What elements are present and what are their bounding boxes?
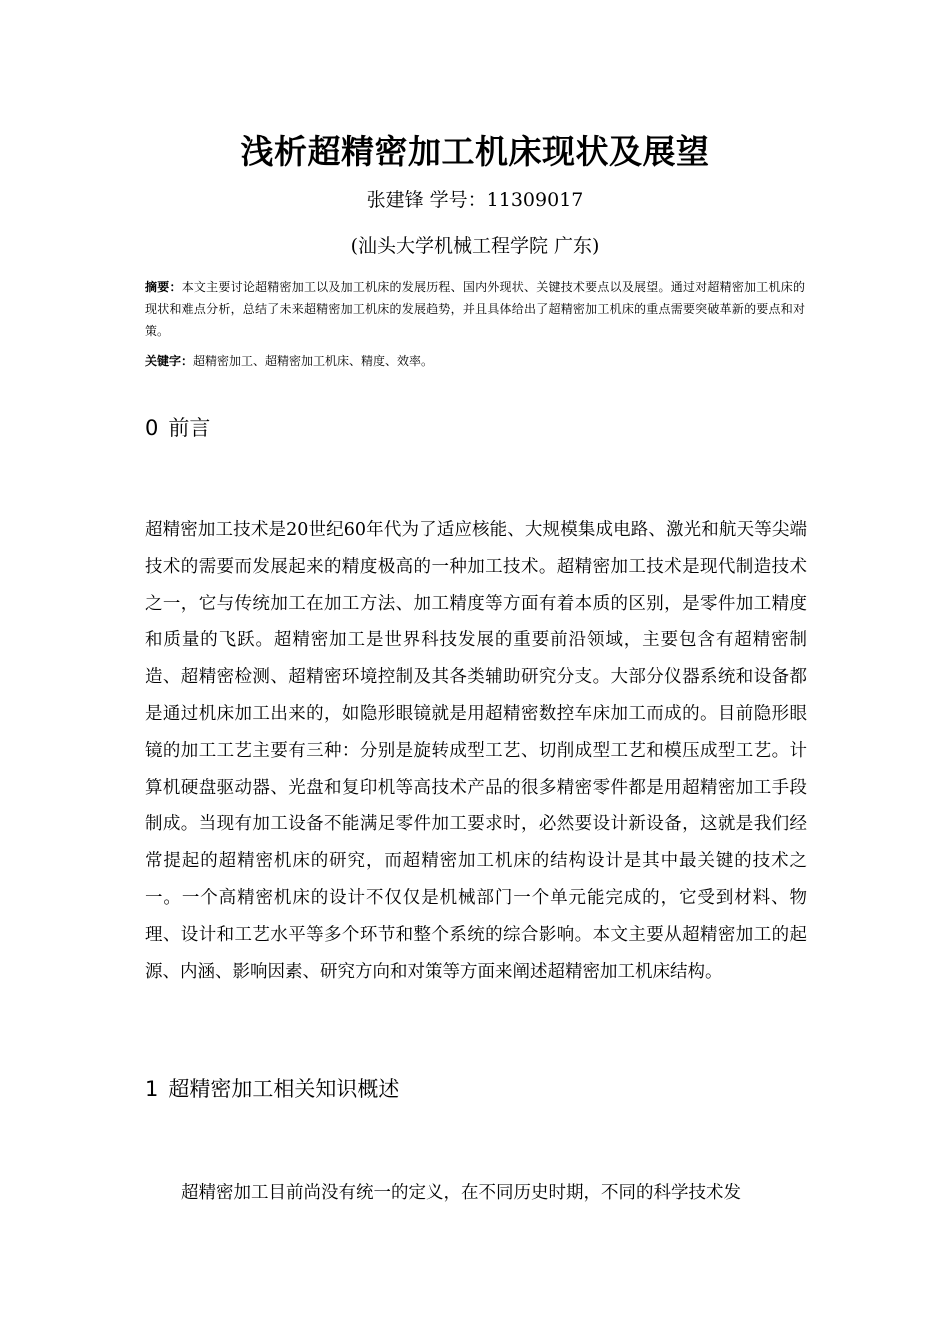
section-heading-text: 超精密加工相关知识概述: [168, 1077, 400, 1101]
section-heading-text: 前言: [168, 416, 211, 440]
section-heading: [145, 413, 210, 443]
body-paragraph: 超精密加工目前尚没有统一的定义，在不同历史时期，不同的科学技术发: [181, 1183, 741, 1203]
section-heading: [145, 1074, 399, 1104]
body-paragraph: 超精密加工技术是20世纪60年代为了适应核能、大规模集成电路、激光和航天等尖端技术的需要而发展起来的精度极高的一种加工技术。超精密加工技术是现代制造技术之一，它与传统加工在加工方法、加工精度等方面有着本质的区别，是零件加工精度和质量的飞跃。超精密加工是世界科技发展的重要前沿领域，主要包含有超精密制造、超精密检测、超精密环境控制及其各类辅助研究分支。大部分仪器系统和设备都是通过机床加工出来的，如隐形眼镜就是用超精密数控车床加工而成的。目前隐形眼镜的加工工艺主要有三种：分别是旋转成型工艺、切削成型工艺和模压成型工艺。计算机硬盘驱动器、光盘和复印机等高技术产品的很多精密零件都是用超精密加工手段制成。当现有加工设备不能满足零件加工要求时，必然要设计新设备，这就是我们经常提起的超精密机床的研究，而超精密加工机床的结构设计是其中最关键的技术之一。一个高精密机床的设计不仅仅是机械部门一个单元能完成的，它受到材料、物理、设计和工艺水平等多个环节和整个系统的综合影响。本文主要从超精密加工的起源、内涵、影响因素、研究方向和对策等方面来阐述超精密加工机床结构。: [145, 520, 807, 982]
document-title: 浅析超精密加工机床现状及展望: [240, 132, 710, 171]
keywords-text: 超精密加工、超精密加工机床、精度、效率。: [193, 354, 434, 368]
affiliation-line: (汕头大学机械工程学院 广东): [350, 235, 600, 257]
abstract-label: 摘要：: [145, 280, 182, 294]
author-line: 张建锋 学号：11309017: [366, 189, 584, 211]
abstract-text: 本文主要讨论超精密加工以及加工机床的发展历程、国内外现状、关键技术要点以及展望。通过对超精密加工机床的现状和难点分析，总结了未来超精密加工机床的发展趋势，并且具体给出了超精密加工机床的重点需要突破革新的要点和对策。: [145, 280, 805, 338]
keywords-block: [145, 350, 805, 372]
section-number: 1: [145, 1077, 159, 1101]
abstract-block: [145, 276, 805, 342]
keywords-label: 关键字：: [145, 354, 194, 368]
section-number: 0: [145, 416, 159, 440]
